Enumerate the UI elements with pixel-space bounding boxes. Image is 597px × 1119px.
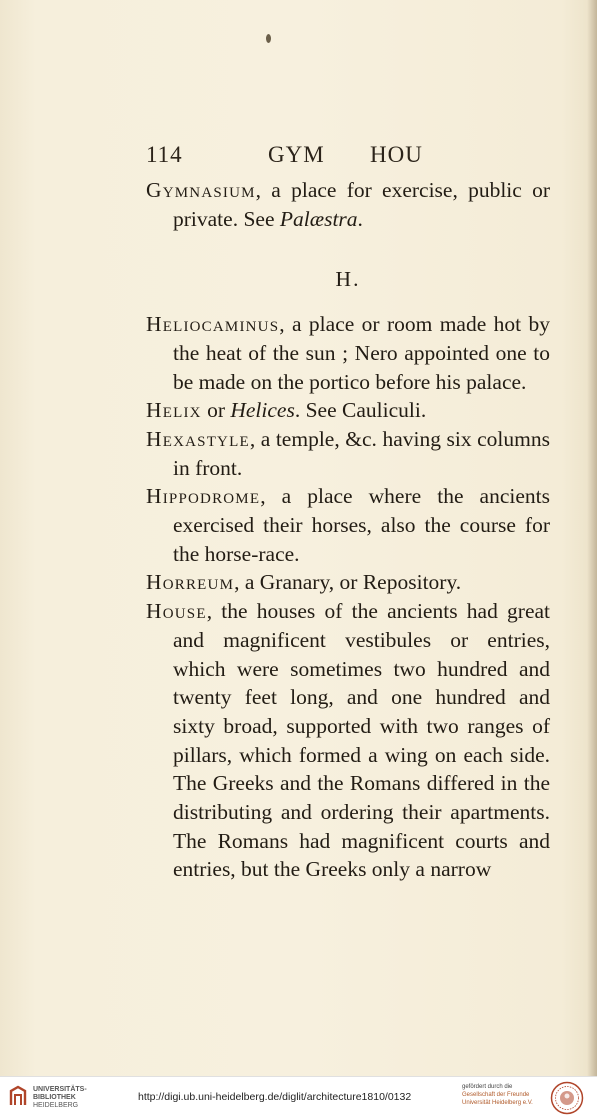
entry-body: , a temple, &c. having six columns in front. (173, 426, 550, 480)
entry-hippodrome (146, 482, 550, 568)
entry-heliocaminus (146, 310, 550, 396)
entry-body: , a place where the ancients exercised their horses, also the course for the horse-race. (173, 484, 550, 566)
entry-reference: Helices (230, 398, 295, 423)
dictionary-text (146, 176, 550, 884)
library-line-2: BIBLIOTHEK (33, 1094, 76, 1101)
entry-term: Helix (146, 398, 202, 423)
funder-line-2: Universität Heidelberg e.V. (462, 1100, 533, 1106)
section-heading-h: H. (335, 267, 361, 292)
entry-tail: . (357, 206, 363, 231)
entry-body: , a place for exercise, public or private. See (173, 178, 550, 231)
entry-term: Hexastyle (146, 426, 250, 451)
entry-body: , a place or room made hot by the heat of the sun ; Nero appointed one to be made on the portico before his palace. (173, 312, 550, 394)
page-number: 114 (146, 142, 183, 167)
entry-house (146, 597, 550, 884)
library-name (33, 1086, 87, 1110)
library-logo-icon[interactable] (7, 1085, 29, 1109)
university-seal-icon[interactable] (550, 1081, 584, 1115)
entry-body: , the houses of the ancients had great and magnificent vestibules or entries, which were sometimes two hundred and twenty feet long, and one hundred and sixty broad, supported with two ranges of pillars, which formed a wing on each side. The Greeks and the Romans differed in the distributing and ordering their apartments. The Romans had magnificent courts and entries, but the Greeks only a narrow (173, 599, 550, 882)
library-line-1: UNIVERSITÄTS- (33, 1086, 87, 1093)
entry-term: Horreum (146, 570, 235, 595)
entry-term: Hippodrome (146, 484, 261, 509)
library-line-3: HEIDELBERG (33, 1102, 79, 1109)
viewer-footer (0, 1076, 597, 1119)
entry-term: House (146, 599, 207, 624)
entry-horreum (146, 568, 550, 597)
entry-reference: Palæstra (279, 206, 358, 231)
entry-term: Heliocaminus (146, 312, 280, 337)
ink-spot (266, 34, 271, 43)
entry-gymnasium (146, 176, 550, 233)
running-head-left: GYM (268, 142, 325, 167)
entry-hexastyle (146, 425, 550, 482)
entry-body: , a Granary, or Repository. (234, 570, 462, 595)
entry-term: Gymnasium (146, 178, 256, 202)
running-head-right: HOU (370, 142, 423, 167)
entry-body: or (201, 398, 231, 423)
entry-tail: . See Cauliculi. (294, 398, 427, 423)
funder-line-1: Gesellschaft der Freunde (462, 1092, 530, 1098)
funder-credit (462, 1083, 533, 1107)
running-header (146, 142, 436, 172)
entry-helix (146, 396, 550, 425)
permalink-url[interactable]: http://digi.ub.uni-heidelberg.de/diglit/architecture1810/0132 (138, 1091, 412, 1103)
funded-by-label: gefördert durch die (462, 1084, 513, 1090)
